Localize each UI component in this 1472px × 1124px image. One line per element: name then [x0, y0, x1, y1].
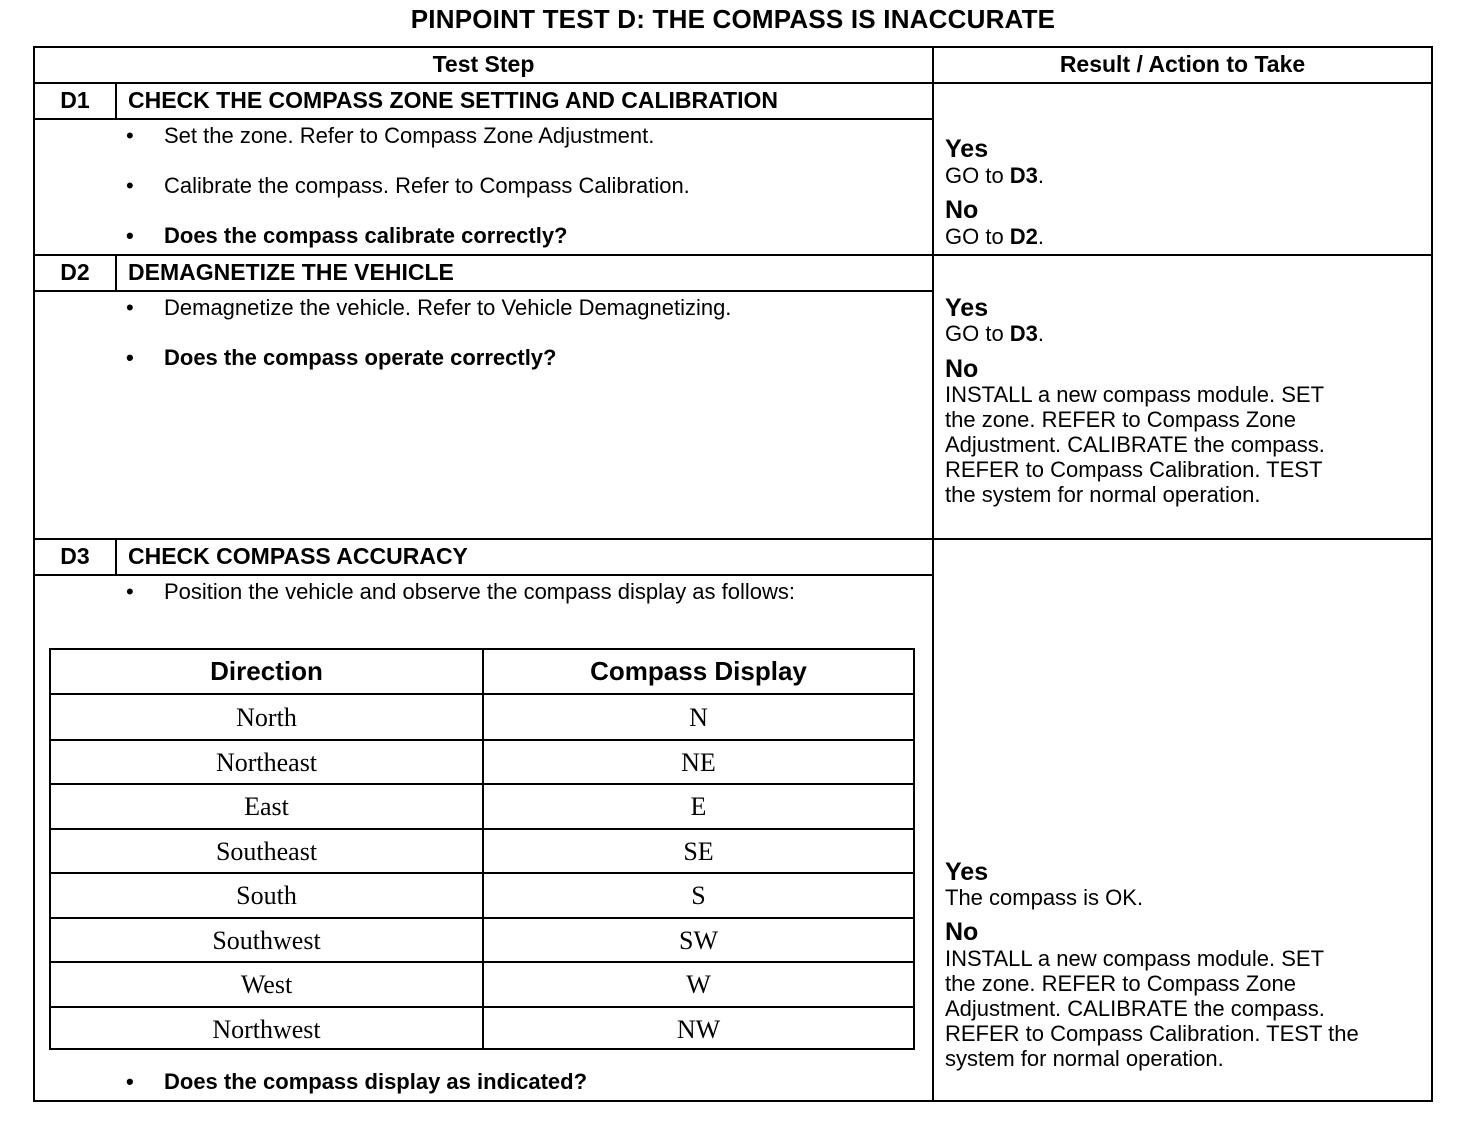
step-id-d2: D2	[60, 259, 90, 285]
d1-d2-divider	[33, 254, 1433, 256]
direction-table-row-line	[51, 872, 913, 874]
direction-cell: Northwest	[212, 1014, 321, 1044]
compass-display-cell: NE	[681, 747, 716, 777]
d3-no-action-line-4: REFER to Compass Calibration. TEST the	[945, 1021, 1359, 1046]
d2-title-underline	[33, 290, 933, 292]
d1-bullet-1: • Set the zone. Refer to Compass Zone Adjustment.	[126, 123, 655, 148]
d3-yes-label: Yes	[945, 858, 989, 886]
direction-table-row-line	[51, 961, 913, 963]
direction-cell: South	[236, 881, 297, 910]
direction-table-header-display: Compass Display	[590, 656, 807, 686]
d2-no-action-line-3: Adjustment. CALIBRATE the compass.	[945, 432, 1325, 457]
header-test-step: Test Step	[432, 51, 535, 77]
d1-title-underline	[33, 118, 933, 120]
d2-no-label: No	[945, 355, 979, 383]
compass-display-cell: NW	[676, 1014, 721, 1044]
step-id-d3: D3	[60, 543, 90, 569]
d1-no-action: GO to D2.	[945, 224, 1045, 249]
direction-table-header-direction: Direction	[210, 656, 323, 686]
header-divider	[33, 82, 1433, 84]
d1-yes-label: Yes	[945, 135, 989, 163]
header-result: Result / Action to Take	[1059, 51, 1306, 77]
d3-id-divider	[115, 538, 117, 576]
direction-table	[49, 648, 915, 1050]
d1-id-divider	[115, 82, 117, 120]
d2-no-action-line-2: the zone. REFER to Compass Zone	[945, 407, 1296, 432]
d3-no-label: No	[945, 918, 979, 946]
d2-bullet-question: • Does the compass operate correctly?	[126, 345, 557, 370]
d2-no-action-line-4: REFER to Compass Calibration. TEST	[945, 457, 1323, 482]
d3-no-action-line-2: the zone. REFER to Compass Zone	[945, 971, 1296, 996]
d2-yes-action: GO to D3.	[945, 321, 1045, 346]
compass-display-cell: S	[691, 881, 706, 910]
d1-no-label: No	[945, 196, 979, 224]
d1-bullet-2: • Calibrate the compass. Refer to Compass Calibration.	[126, 173, 690, 198]
direction-cell: West	[240, 970, 293, 999]
d1-yes-action: GO to D3.	[945, 163, 1045, 188]
direction-cell: Southwest	[212, 925, 321, 955]
d2-d3-divider	[33, 538, 1433, 540]
direction-table-row-line	[51, 739, 913, 741]
step-id-d1: D1	[60, 87, 90, 113]
direction-table-row-line	[51, 783, 913, 785]
d3-no-action-line-1: INSTALL a new compass module. SET	[945, 946, 1325, 971]
d3-bullet-1: • Position the vehicle and observe the compass display as follows:	[126, 579, 796, 604]
compass-display-cell: SW	[679, 925, 718, 955]
direction-cell: Northeast	[215, 747, 318, 777]
d3-bullet-question: • Does the compass display as indicated?	[126, 1069, 588, 1094]
direction-cell: Southeast	[215, 836, 318, 866]
direction-table-header-line	[51, 693, 913, 695]
d2-id-divider	[115, 254, 117, 292]
compass-display-cell: N	[689, 703, 708, 732]
direction-table-row-line	[51, 1006, 913, 1008]
direction-cell: East	[244, 792, 289, 821]
direction-table-row-line	[51, 917, 913, 919]
page-title: PINPOINT TEST D: THE COMPASS IS INACCURATE	[410, 4, 1056, 34]
compass-display-cell: SE	[683, 836, 714, 866]
d2-yes-label: Yes	[945, 294, 989, 322]
step-title-d2: DEMAGNETIZE THE VEHICLE	[128, 259, 454, 285]
d1-bullet-question: • Does the compass calibrate correctly?	[126, 223, 568, 248]
d3-yes-action: The compass is OK.	[945, 885, 1144, 910]
direction-cell: North	[236, 703, 297, 732]
step-title-d1: CHECK THE COMPASS ZONE SETTING AND CALIBRATION	[128, 87, 778, 113]
d3-no-action-line-3: Adjustment. CALIBRATE the compass.	[945, 996, 1325, 1021]
d2-no-action-line-1: INSTALL a new compass module. SET	[945, 382, 1325, 407]
d2-no-action-line-5: the system for normal operation.	[945, 482, 1261, 507]
step-title-d3: CHECK COMPASS ACCURACY	[128, 543, 468, 569]
d3-title-underline	[33, 574, 933, 576]
d2-bullet-1: • Demagnetize the vehicle. Refer to Vehicle Demagnetizing.	[126, 295, 732, 320]
compass-display-cell: W	[686, 970, 711, 999]
compass-display-cell: E	[690, 792, 707, 821]
direction-table-row-line	[51, 828, 913, 830]
d3-no-action-line-5: system for normal operation.	[945, 1046, 1224, 1071]
